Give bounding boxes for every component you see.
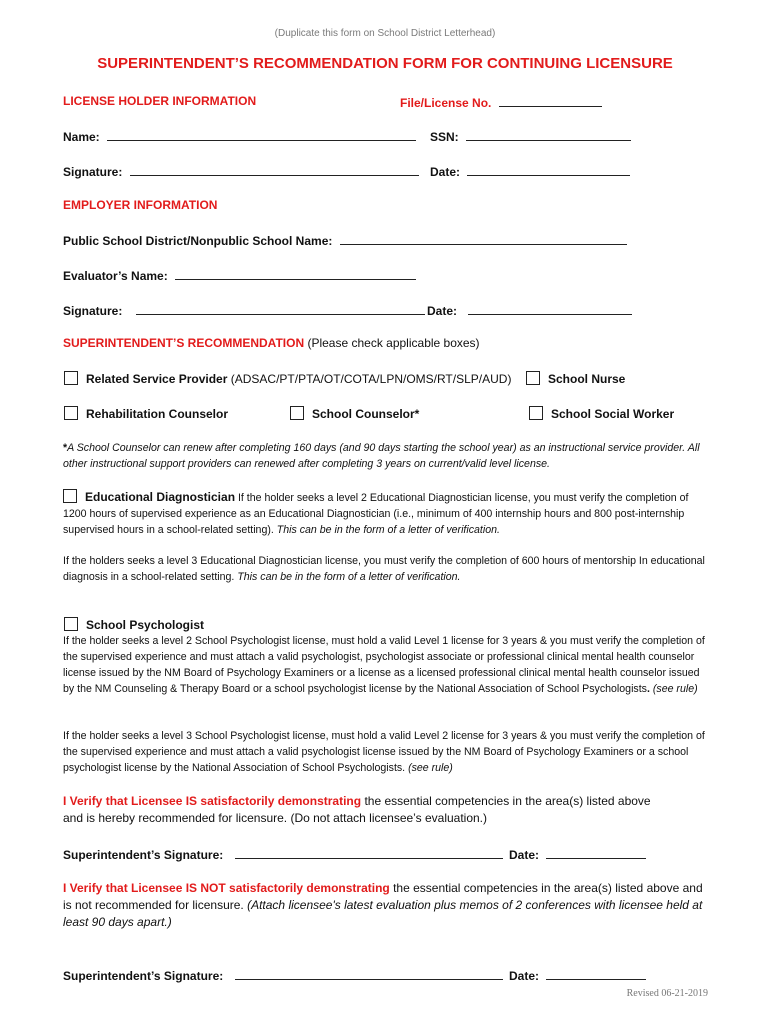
- verify-not-italic: (Attach licensee's latest evaluation plus memos of 2 conferences with licensee held at least 90 days apart.): [63, 898, 703, 929]
- is-signature-row: [63, 846, 503, 862]
- psych-level3-text: If the holder seeks a level 3 School Psychologist license, must hold a valid Level 2 license for 3 years & you must verify the completion of the supervised experience and must attach a valid psychologist license issued by the NM Board of Psychology Examiners or a school psychologist license by the National Association of School Psychologists.: [63, 730, 705, 774]
- not-date-label: Date:: [509, 969, 540, 983]
- is-date-label: Date:: [509, 848, 540, 862]
- psych-level3-italic: (see rule): [408, 762, 453, 774]
- school-psychologist-checkbox[interactable]: [64, 617, 78, 631]
- holder-signature-field[interactable]: [130, 163, 419, 176]
- rehab-counselor-option[interactable]: [64, 406, 228, 421]
- name-field[interactable]: [107, 128, 416, 141]
- name-label: Name:: [63, 130, 100, 144]
- evaluator-row: [63, 267, 416, 283]
- ssn-row: [430, 128, 631, 144]
- employer-signature-field[interactable]: [136, 302, 425, 315]
- ssn-label: SSN:: [430, 130, 459, 144]
- is-date-field[interactable]: [546, 846, 646, 859]
- rehab-counselor-checkbox[interactable]: [64, 406, 78, 420]
- psych-level2-paragraph: [63, 633, 713, 697]
- is-signature-label: Superintendent’s Signature:: [63, 848, 224, 862]
- verify-not-red-text: I Verify that Licensee IS NOT satisfactorily demonstrating: [63, 881, 390, 895]
- school-social-worker-option[interactable]: [529, 406, 674, 421]
- license-holder-section-title: LICENSE HOLDER INFORMATION: [63, 94, 257, 108]
- psych-level2-italic: (see rule): [649, 683, 698, 695]
- employer-section-title: EMPLOYER INFORMATION: [63, 198, 218, 212]
- not-signature-field[interactable]: [235, 967, 503, 980]
- verify-is-paragraph: [63, 793, 663, 827]
- revised-date: Revised 06-21-2019: [626, 988, 708, 999]
- not-signature-label: Superintendent’s Signature:: [63, 969, 224, 983]
- related-service-option[interactable]: [64, 371, 511, 386]
- file-license-row: [400, 94, 602, 110]
- school-nurse-label: School Nurse: [548, 372, 626, 386]
- school-psychologist-option[interactable]: [64, 617, 204, 632]
- not-date-row: [509, 967, 646, 983]
- ed-diag-level3-italic: This can be in the form of a letter of verification.: [237, 571, 461, 583]
- evaluator-field[interactable]: [175, 267, 416, 280]
- name-row: [63, 128, 416, 144]
- employer-signature-label: Signature:: [63, 304, 123, 318]
- holder-signature-label: Signature:: [63, 165, 123, 179]
- evaluator-label: Evaluator’s Name:: [63, 269, 168, 283]
- form-title: SUPERINTENDENT’S RECOMMENDATION FORM FOR CONTINUING LICENSURE: [97, 55, 673, 72]
- ed-diag-paragraph: [63, 489, 713, 538]
- psych-level2-text: If the holder seeks a level 2 School Psychologist license, must hold a valid Level 1 license for 3 years & you must verify the completion of the supervised experience and must attach a valid psychologist, psychologist associate or professional clinical mental health counselor license issued by the NM Board of Psychology Examiners or a license as a licensed professional clinical mental health counselor issued by the NM Counseling & Therapy Board or a school psychologist license by the National Association of School Psychologists: [63, 635, 705, 695]
- related-service-label: Related Service Provider: [86, 372, 228, 386]
- ed-diag-label: Educational Diagnostician: [85, 490, 236, 504]
- holder-signature-row: [63, 163, 419, 179]
- district-row: [63, 232, 627, 248]
- not-date-field[interactable]: [546, 967, 646, 980]
- counselor-note-star: *: [63, 442, 68, 454]
- file-license-field[interactable]: [499, 94, 602, 107]
- ed-diag-level3-paragraph: [63, 553, 713, 585]
- letterhead-note: (Duplicate this form on School District Letterhead): [274, 28, 496, 39]
- related-service-detail: (ADSAC/PT/PTA/OT/COTA/LPN/OMS/RT/SLP/AUD): [227, 372, 512, 386]
- related-service-checkbox[interactable]: [64, 371, 78, 385]
- verify-not-text: the essential competencies in the area(s) listed above and is not recommended for licensure.: [63, 881, 703, 912]
- recommendation-header: [63, 336, 480, 350]
- verify-is-red-text: I Verify that Licensee IS satisfactorily demonstrating: [63, 794, 362, 808]
- school-nurse-option[interactable]: [526, 371, 625, 386]
- ssn-field[interactable]: [466, 128, 631, 141]
- is-date-row: [509, 846, 646, 862]
- counselor-note-text: A School Counselor can renew after completing 160 days (and 90 days starting the school year) as an instructional service provider. All other instructional support providers can renewed after completing 3 years on current/valid level license.: [63, 442, 700, 470]
- verify-is-text: the essential competencies in the area(s) listed above and is hereby recommended for licensure. (Do not attach licensee’s evaluation.): [63, 794, 651, 825]
- psych-level2-dot: .: [646, 683, 650, 695]
- ed-diag-level3-text: If the holders seeks a level 3 Educational Diagnostician license, you must verify the completion of 600 hours of mentorship In educational diagnosis in a school-related setting.: [63, 555, 705, 583]
- ed-diag-checkbox[interactable]: [63, 489, 77, 503]
- school-social-worker-checkbox[interactable]: [529, 406, 543, 420]
- holder-date-row: [430, 163, 630, 179]
- employer-date-row: [427, 302, 632, 318]
- recommendation-section-note: (Please check applicable boxes): [304, 336, 480, 350]
- counselor-note: [63, 440, 713, 472]
- school-counselor-option[interactable]: [290, 406, 419, 421]
- not-signature-row: [63, 967, 503, 983]
- employer-date-label: Date:: [427, 304, 458, 318]
- holder-date-field[interactable]: [467, 163, 630, 176]
- verify-not-paragraph: [63, 880, 713, 931]
- psych-level3-paragraph: [63, 728, 713, 776]
- district-label: Public School District/Nonpublic School Name:: [63, 234, 333, 248]
- school-psychologist-label: School Psychologist: [86, 618, 205, 632]
- school-counselor-label: School Counselor*: [312, 407, 420, 421]
- employer-signature-row: [63, 302, 425, 318]
- school-social-worker-label: School Social Worker: [551, 407, 675, 421]
- school-nurse-checkbox[interactable]: [526, 371, 540, 385]
- employer-date-field[interactable]: [468, 302, 632, 315]
- district-field[interactable]: [340, 232, 627, 245]
- file-license-label: File/License No.: [400, 96, 492, 110]
- is-signature-field[interactable]: [235, 846, 503, 859]
- ed-diag-text: If the holder seeks a level 2 Educational Diagnostician license, you must verify the completion of 1200 hours of supervised experience as an Educational Diagnostician (i.e., minimum of 400 internship hours and 800 post-internship supervised hours in a school-related setting).: [63, 492, 689, 536]
- ed-diag-italic: This can be in the form of a letter of verification.: [276, 524, 500, 536]
- holder-date-label: Date:: [430, 165, 461, 179]
- recommendation-section-title: SUPERINTENDENT’S RECOMMENDATION: [63, 336, 305, 350]
- school-counselor-checkbox[interactable]: [290, 406, 304, 420]
- rehab-counselor-label: Rehabilitation Counselor: [86, 407, 229, 421]
